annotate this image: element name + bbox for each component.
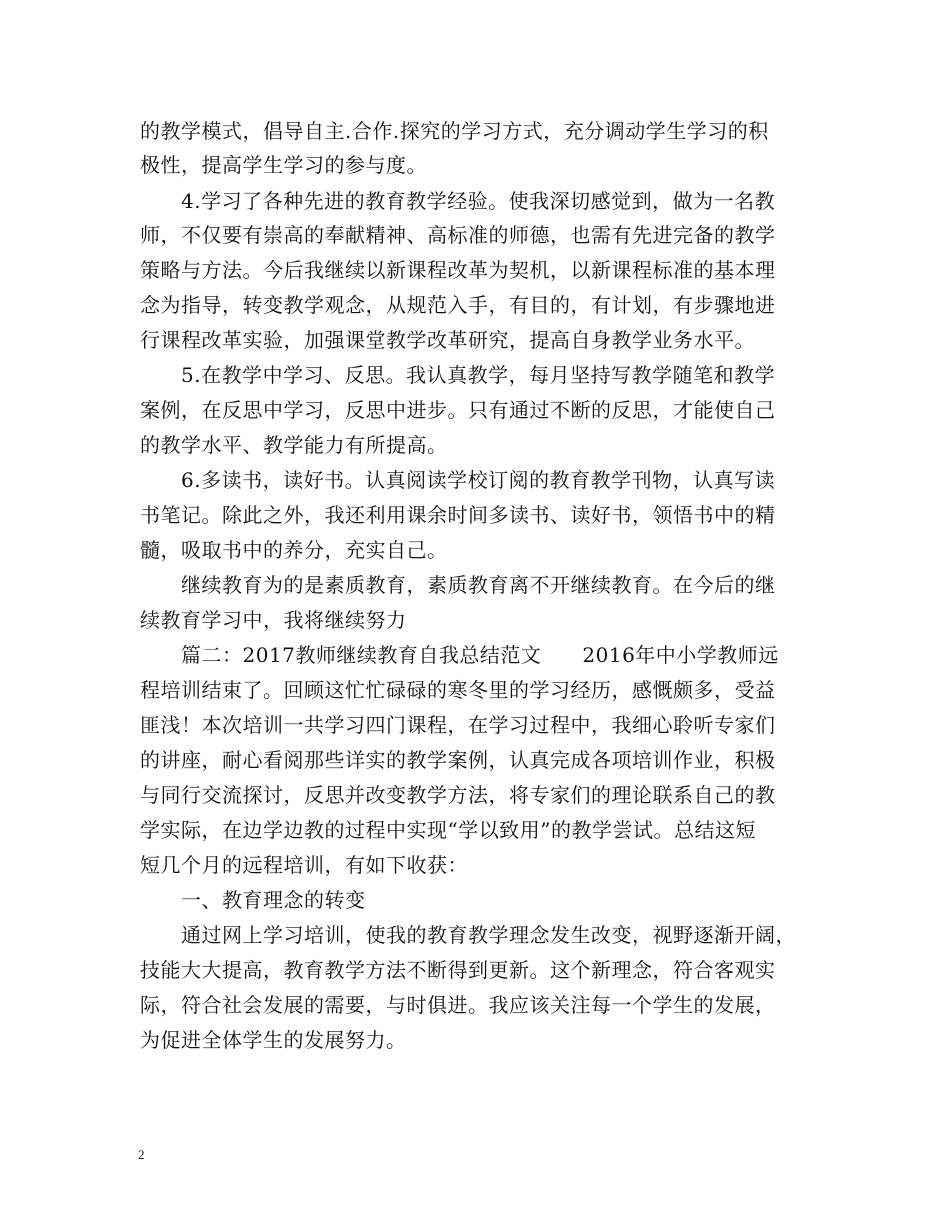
text-line: 5.在教学中学习、反思。我认真教学，每月坚持写教学随笔和教学 <box>181 363 776 387</box>
text-line: 的讲座，耐心看阅那些详实的教学案例，认真完成各项培训作业，积极 <box>140 748 776 772</box>
text-line: 师，不仅要有崇高的奉献精神、高标准的师德，也需有先进完备的教学 <box>140 223 776 247</box>
text-line: 匪浅！本次培训一共学习四门课程，在学习过程中，我细心聆听专家们 <box>140 713 776 737</box>
text-line: 短几个月的远程培训，有如下收获： <box>140 853 468 877</box>
text-line: 继续教育为的是素质教育，素质教育离不开继续教育。在今后的继 <box>181 573 776 597</box>
text-line: 通过网上学习培训，使我的教育教学理念发生改变，视野逐渐开阔， <box>181 923 796 947</box>
page-number: 2 <box>138 1147 145 1162</box>
text-line: 书笔记。除此之外，我还利用课余时间多读书、读好书，领悟书中的精 <box>140 503 776 527</box>
text-line: 念为指导，转变教学观念，从规范入手，有目的，有计划，有步骤地进 <box>140 293 776 317</box>
text-line: 的教学水平、教学能力有所提高。 <box>140 433 448 457</box>
text-line: 髓，吸取书中的养分，充实自己。 <box>140 538 448 562</box>
text-line: 6.多读书，读好书。认真阅读学校订阅的教育教学刊物，认真写读 <box>181 468 776 492</box>
section-heading: 一、教育理念的转变 <box>181 888 366 912</box>
text-line: 行课程改革实验，加强课堂教学改革研究，提高自身教学业务水平。 <box>140 328 755 352</box>
text-line: 与同行交流探讨，反思并改变教学方法，将专家们的理论联系自己的教 <box>140 783 776 807</box>
text-line: 程培训结束了。回顾这忙忙碌碌的寒冬里的学习经历，感慨颇多，受益 <box>140 678 776 702</box>
text-line: 4.学习了各种先进的教育教学经验。使我深切感觉到，做为一名教 <box>181 189 776 213</box>
text-line: 极性，提高学生学习的参与度。 <box>140 153 427 177</box>
text-line: 技能大大提高，教育教学方法不断得到更新。这个新理念，符合客观实 <box>140 958 776 982</box>
text-line: 篇二：2017教师继续教育自我总结范文 2016年中小学教师远 <box>181 643 779 667</box>
text-line: 案例，在反思中学习，反思中进步。只有通过不断的反思，才能使自己 <box>140 398 776 422</box>
text-line: 策略与方法。今后我继续以新课程改革为契机，以新课程标准的基本理 <box>140 258 776 282</box>
text-line: 学实际，在边学边教的过程中实现“学以致用”的教学尝试。总结这短 <box>140 818 756 842</box>
text-line: 续教育学习中，我将继续努力 <box>140 608 407 632</box>
text-line: 的教学模式，倡导自主.合作.探究的学习方式，充分调动学生学习的积 <box>140 119 769 143</box>
text-line: 为促进全体学生的发展努力。 <box>140 1028 407 1052</box>
text-line: 际，符合社会发展的需要，与时俱进。我应该关注每一个学生的发展， <box>140 993 776 1017</box>
